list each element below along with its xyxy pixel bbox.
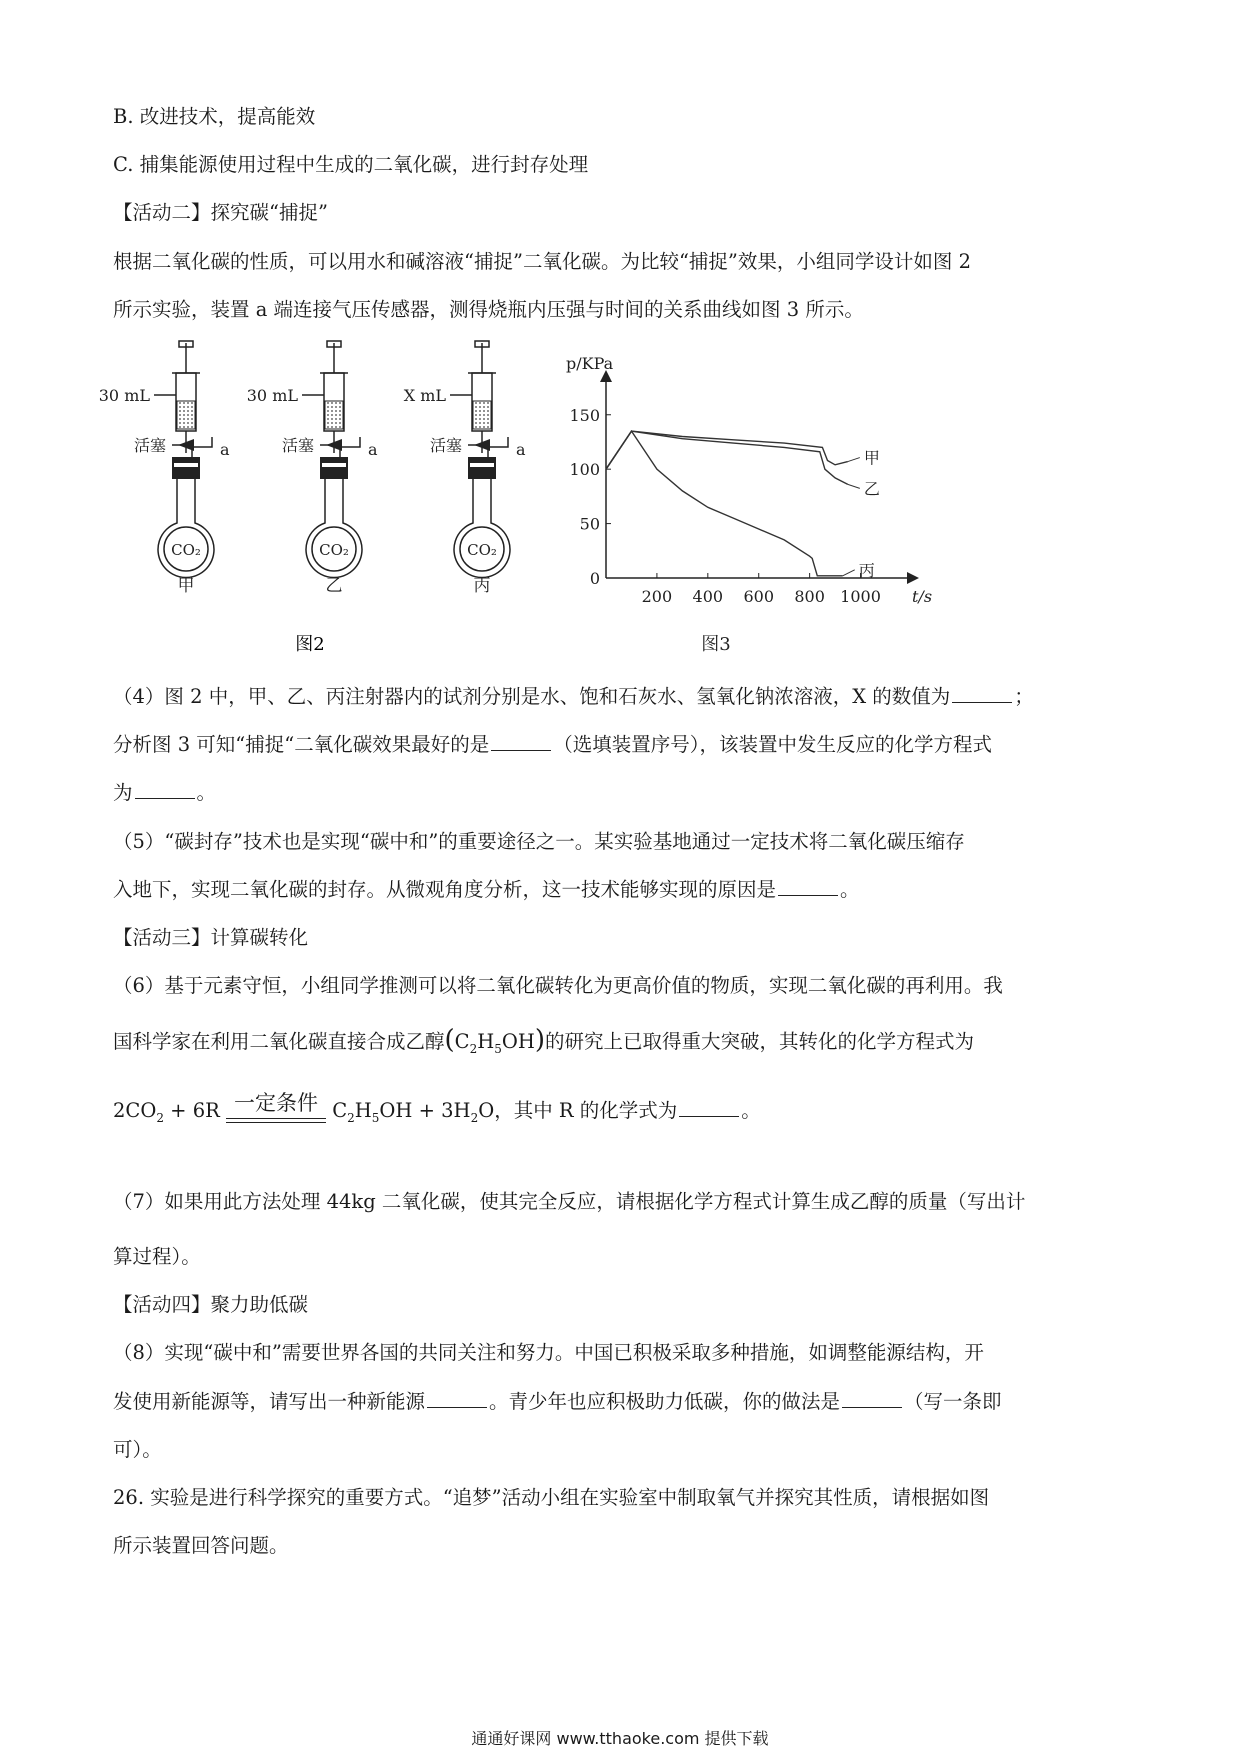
q4-line-3: 为 。 [113,781,217,804]
q6-line-1: （6）基于元素守恒，小组同学推测可以将二氧化碳转化为更高价值的物质，实现二氧化碳的再利用。我 [113,974,1003,997]
apparatus-jia [99,341,230,596]
x-tick-label: 600 [743,587,775,606]
series-label-leader [848,484,860,488]
option-c: C. 捕集能源使用过程中生成的二氧化碳，进行封存处理 [113,153,589,176]
q26-line-2: 所示装置回答问题。 [113,1534,289,1557]
q6-line-2: 国科学家在利用二氧化碳直接合成乙醇$(C_2H_5OH)$的研究上已取得重大突破，其转化的化学方程式为 [113,1025,975,1056]
chemical-equation: $2CO_2 + 6R$ 一定条件 $C_2H_5OH + 3H_2O$，其中 R 的化学式为 。 [113,1090,761,1125]
x-tick-label: 1000 [840,587,881,606]
answer-blank[interactable] [491,732,551,751]
paragraph-line: 根据二氧化碳的性质，可以用水和碱溶液“捕捉”二氧化碳。为比较“捕捉”效果，小组同学设计如图 2 [113,250,971,273]
q4-line-1: （4）图 2 中，甲、乙、丙注射器内的试剂分别是水、饱和石灰水、氢氧化钠浓溶液，X 的数值为 ； [113,685,1034,708]
answer-blank[interactable] [778,877,838,896]
gas-label: CO₂ [171,541,201,559]
rubber-stopper [172,457,200,479]
y-axis-label: p/KPa [566,354,614,373]
syringe-liquid [325,401,343,429]
x-tick-label: 400 [692,587,724,606]
x-axis-label: t/s [912,587,933,606]
answer-blank[interactable] [842,1389,902,1408]
port-label-a: a [220,440,230,459]
option-b: B. 改进技术，提高能效 [113,105,316,128]
fig2-caption: 图2 [295,634,325,655]
x-tick-label: 800 [794,587,825,606]
answer-blank[interactable] [427,1389,487,1408]
pressure-time-chart [566,354,932,655]
series-label-leader [843,570,855,576]
valve-label: 活塞 [281,436,314,455]
reaction-condition: 一定条件 [234,1090,318,1115]
syringe-liquid [177,401,195,429]
volume-label: 30 mL [246,386,298,405]
figure-area [98,345,990,665]
y-tick-label: 0 [589,569,600,588]
q8-line-2: 发使用新能源等，请写出一种新能源 。青少年也应积极助力低碳，你的做法是 （写一条即 [113,1390,1002,1413]
footer-watermark: 通通好课网 www.tthaoke.com 提供下载 [471,1729,769,1748]
q5-line-2: 入地下，实现二氧化碳的封存。从微观角度分析，这一技术能够实现的原因是 。 [113,878,860,901]
q8-line-1: （8）实现“碳中和”需要世界各国的共同关注和努力。中国已积极采取多种措施，如调整能源结构，开 [113,1341,984,1364]
q26-line-1: 26. 实验是进行科学探究的重要方式。“追梦”活动小组在实验室中制取氧气并探究其性质，请根据如图 [113,1486,990,1509]
series-label: 丙 [858,560,875,580]
activity-2-heading: 【活动二】探究碳“捕捉” [113,201,328,224]
q5-line-1: （5）“碳封存”技术也是实现“碳中和”的重要途径之一。某实验基地通过一定技术将二氧化碳压缩存 [113,830,965,853]
q7-line-1: （7）如果用此方法处理 44kg 二氧化碳，使其完全反应，请根据化学方程式计算生成乙醇的质量（写出计 [113,1190,1026,1213]
apparatus-name: 甲 [177,576,195,596]
side-tube [488,437,508,457]
volume-label: X mL [403,386,446,405]
answer-blank[interactable] [952,684,1012,703]
answer-blank[interactable] [679,1098,739,1117]
stopper-stripe [174,463,198,467]
apparatus-yi [247,341,378,596]
rubber-stopper [320,457,348,479]
apparatus-name: 丙 [473,576,491,596]
apparatus-bing [404,341,526,596]
stopper-stripe [470,463,494,467]
answer-blank[interactable] [135,780,195,799]
port-label-a: a [516,440,526,459]
gas-label: CO₂ [319,541,349,559]
side-tube [192,437,212,457]
stopper-stripe [322,463,346,467]
x-tick-label: 200 [641,587,673,606]
apparatus-name: 乙 [325,576,343,596]
rubber-stopper [468,457,496,479]
valve-label: 活塞 [133,436,166,455]
side-tube [340,437,360,457]
y-tick-label: 150 [569,405,600,425]
round-flask [306,479,362,578]
y-tick-label: 100 [569,460,600,480]
series-label: 乙 [863,479,880,499]
round-flask [454,479,510,578]
activity-3-heading: 【活动三】计算碳转化 [113,926,309,949]
fig3-caption: 图3 [701,634,731,655]
series-line-3 [606,431,843,576]
paragraph-line: 所示实验，装置 a 端连接气压传感器，测得烧瓶内压强与时间的关系曲线如图 3 所示。 [113,298,864,321]
y-tick-label: 50 [579,514,600,534]
series-label: 甲 [863,448,880,468]
series-label-leader [848,458,860,462]
q7-line-2: 算过程）。 [113,1245,201,1268]
q4-line-2: 分析图 3 可知“捕捉“二氧化碳效果最好的是 （选填装置序号），该装置中发生反应的化学方程式 [113,733,993,756]
volume-label: 30 mL [98,386,150,405]
valve-label: 活塞 [429,436,462,455]
syringe-liquid [473,401,491,429]
q8-line-3: 可）。 [113,1438,162,1461]
round-flask [158,479,214,578]
port-label-a: a [368,440,378,459]
activity-4-heading: 【活动四】聚力助低碳 [113,1293,309,1316]
gas-label: CO₂ [467,541,497,559]
